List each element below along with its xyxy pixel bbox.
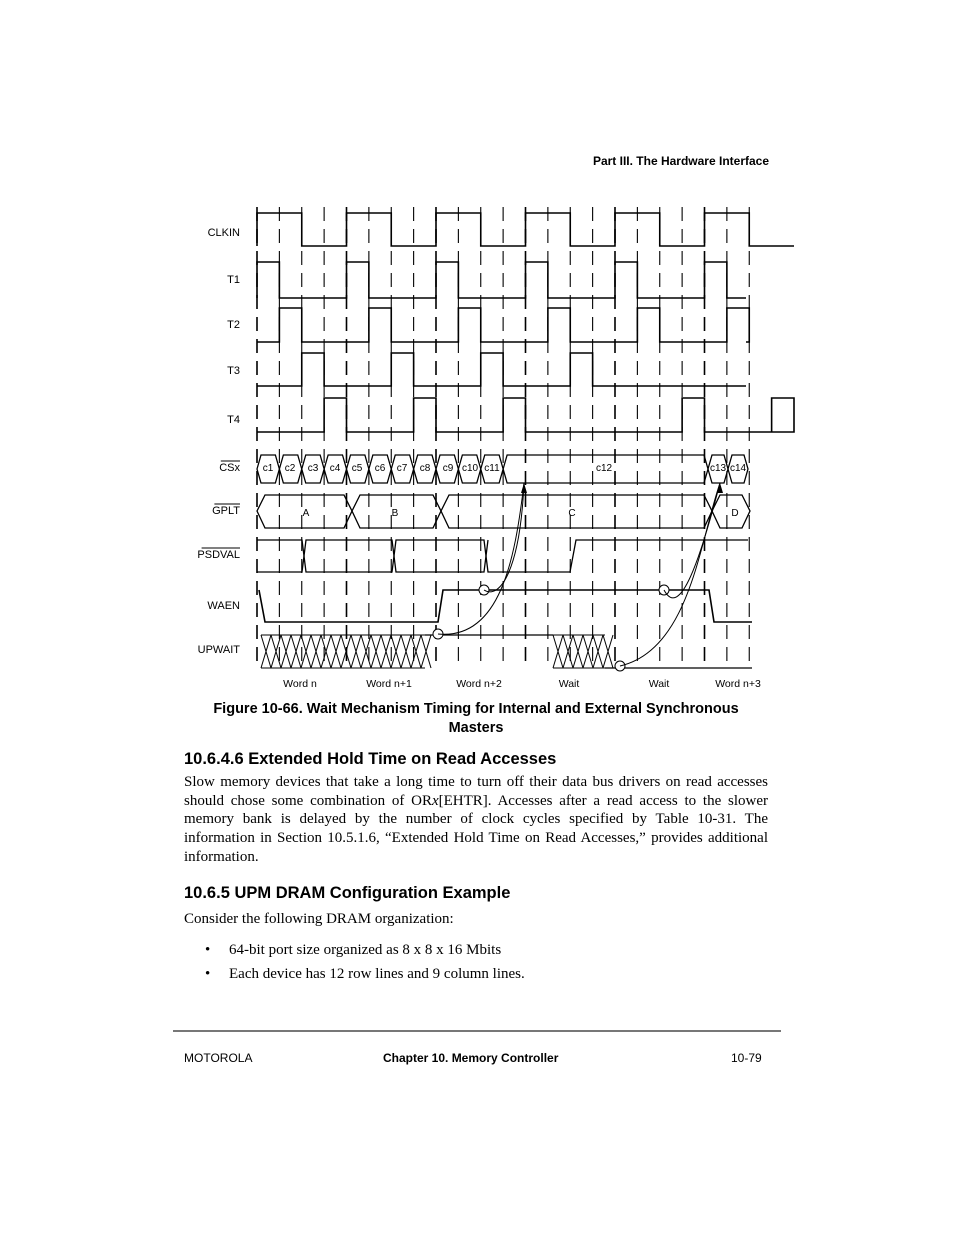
signal-label-csx: CSx bbox=[219, 462, 240, 474]
word-labels bbox=[283, 678, 761, 690]
cycle-label-c5: c5 bbox=[351, 463, 363, 474]
gplt-bus-segment bbox=[441, 495, 712, 528]
psdval-line-b bbox=[257, 540, 488, 572]
cycle-label-c4: c4 bbox=[329, 463, 341, 474]
cycle-label-c7: c7 bbox=[396, 463, 408, 474]
figure-caption: Figure 10-66. Wait Mechanism Timing for Internal and External Synchronous Masters bbox=[213, 701, 739, 736]
t1-waveform bbox=[257, 262, 746, 298]
gpl-state-a: A bbox=[302, 508, 310, 519]
footer-publisher: MOTOROLA bbox=[184, 1051, 253, 1065]
word-label: Word n bbox=[283, 678, 317, 690]
bullet-row-lines-text: Each device has 12 row lines and 9 column lines. bbox=[229, 966, 525, 982]
cycle-label-c8: c8 bbox=[419, 463, 431, 474]
causality-arrow bbox=[484, 483, 524, 592]
signal-label-waen: WAEN bbox=[207, 600, 240, 612]
cycle-label-c3: c3 bbox=[307, 463, 319, 474]
running-head: Part III. The Hardware Interface bbox=[592, 154, 769, 168]
footer-rule bbox=[173, 1030, 781, 1032]
gpl-state-c: C bbox=[568, 508, 576, 519]
cycle-label-c13: c13 bbox=[709, 463, 727, 474]
waen-waveform bbox=[259, 590, 752, 622]
signal-label-t2: T2 bbox=[227, 319, 240, 331]
gpl-state-d: D bbox=[731, 508, 739, 519]
signal-label-upwait: UPWAIT bbox=[197, 644, 240, 656]
gpl-state-b: B bbox=[391, 508, 399, 519]
word-label: Word n+2 bbox=[456, 678, 502, 690]
word-label: Word n+3 bbox=[715, 678, 761, 690]
timing-waveforms bbox=[257, 213, 794, 671]
word-label: Wait bbox=[648, 678, 670, 690]
cycle-label-c10: c10 bbox=[461, 463, 479, 474]
footer-page-number: 10-79 bbox=[731, 1051, 762, 1065]
footer-chapter: Chapter 10. Memory Controller bbox=[383, 1051, 559, 1065]
cycle-label-c1: c1 bbox=[262, 463, 274, 474]
clkin-waveform bbox=[257, 213, 794, 246]
upwait-hatch-1 bbox=[261, 635, 431, 668]
signal-label-t1: T1 bbox=[227, 274, 240, 286]
psdval-line-a bbox=[257, 540, 748, 572]
cycle-label-c12: c12 bbox=[595, 463, 613, 474]
section-heading-dram-example: 10.6.5 UPM DRAM Configuration Example bbox=[184, 884, 511, 902]
cycle-label-c11: c11 bbox=[484, 463, 500, 474]
signal-label-t4: T4 bbox=[227, 414, 240, 426]
cycle-label-c6: c6 bbox=[374, 463, 386, 474]
bullet-port-size: • 64-bit port size organized as 8 x 8 x 16 Mbits bbox=[205, 942, 502, 958]
paragraph-extended-hold: Slow memory devices that take a long time to turn off their data bus drivers on read accesses should chose some combination of ORx[EHTR]. Accesses after a read access to the slower memory bank is delayed by the number of clock cycles specified by Table 10-31. The information in Section 10.5.1.6, “Extended Hold Time on Read Accesses,” provides additional information. bbox=[184, 774, 769, 865]
word-label: Wait bbox=[558, 678, 580, 690]
signal-label-t3: T3 bbox=[227, 365, 240, 377]
signal-label-psdval: PSDVAL bbox=[197, 549, 240, 561]
timing-gridlines bbox=[257, 207, 749, 668]
upwait-hatch-2 bbox=[553, 635, 613, 668]
word-label: Word n+1 bbox=[366, 678, 412, 690]
signal-labels bbox=[197, 227, 240, 656]
signal-label-clkin: CLKIN bbox=[207, 227, 240, 239]
cycle-label-c9: c9 bbox=[442, 463, 454, 474]
cycle-label-c14: c14 bbox=[729, 463, 747, 474]
t3-waveform bbox=[257, 353, 746, 386]
cycle-label-c2: c2 bbox=[284, 463, 296, 474]
section-heading-extended-hold: 10.6.4.6 Extended Hold Time on Read Accesses bbox=[184, 750, 557, 768]
t4-waveform bbox=[257, 398, 794, 432]
bullet-port-size-text: 64-bit port size organized as 8 x 8 x 16 Mbits bbox=[229, 942, 502, 958]
paragraph-dram-intro: Consider the following DRAM organization: bbox=[184, 911, 454, 927]
bullet-row-lines: • Each device has 12 row lines and 9 column lines. bbox=[205, 966, 525, 982]
signal-label-gplt: GPLT bbox=[212, 505, 240, 517]
